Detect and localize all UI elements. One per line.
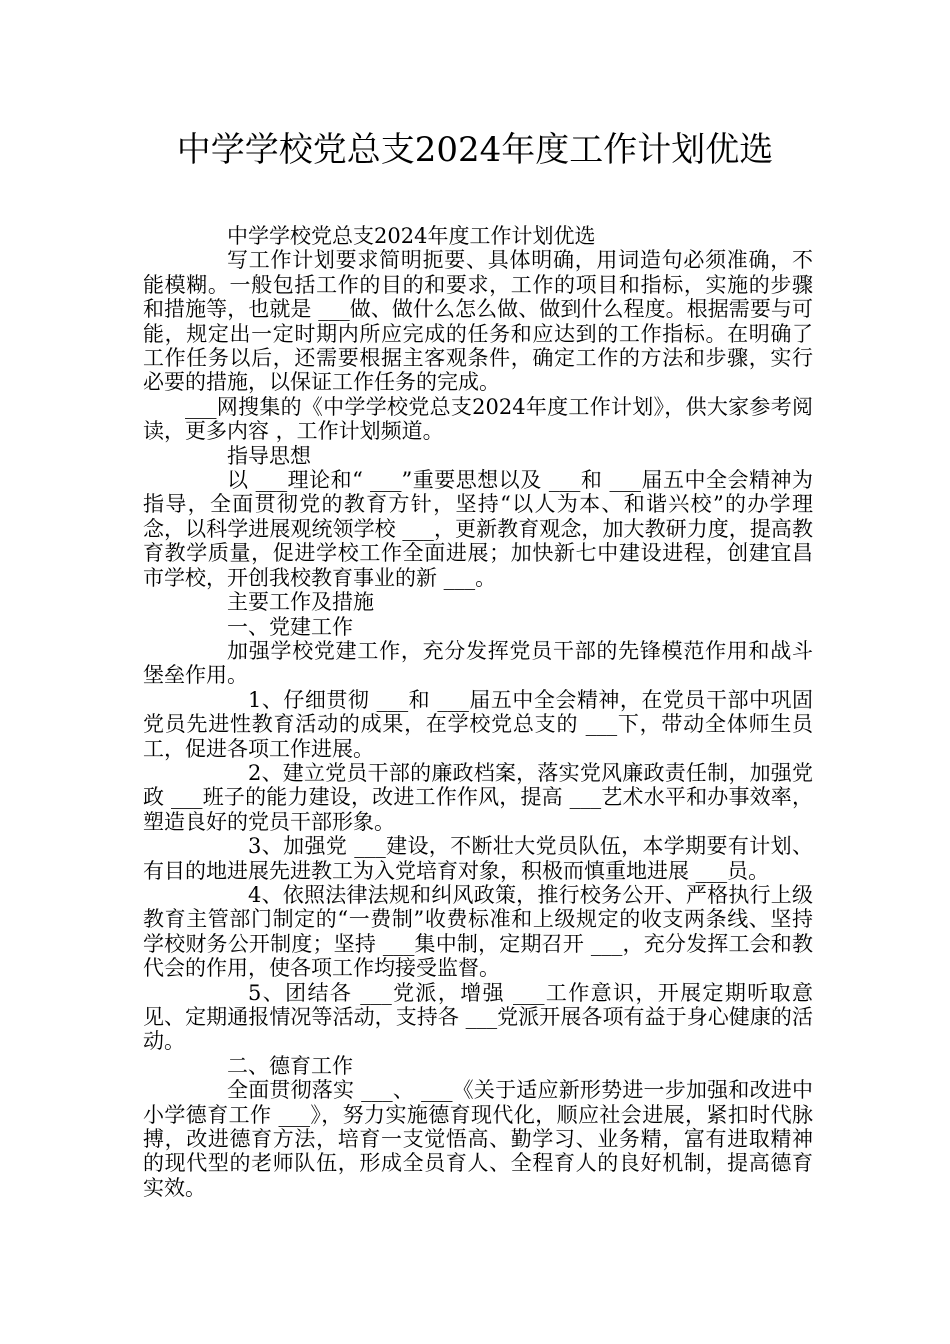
body-paragraph: 以 ___理论和“ ___”重要思想以及 ___和 ___届五中全会精神为指导，全面贯彻党的教育方针，坚持“以人为本、和谐兴校”的办学理念，以科学进展观统领学校 ___，更新教育观念，加大教研力度，提高教育教学质量，促进学校工作全面进展；加快新七中建设进程，创建宜昌市学校，开创我校教育事业的新 ___。	[143, 468, 813, 590]
section-heading: 一、党建工作	[227, 614, 353, 639]
numbered-item: 5、团结各 ___党派，增强 ___工作意识，开展定期听取意见、定期通报情况等活动，支持各 ___党派开展各项有益于身心健康的活动。	[143, 980, 813, 1054]
numbered-item: 1、仔细贯彻 ___和 ___届五中全会精神，在党员干部中巩固党员先进性教育活动的成果，在学校党总支的 ___下，带动全体师生员工，促进各项工作进展。	[143, 687, 813, 761]
document-body	[143, 224, 813, 1200]
document-title: 中学学校党总支2024年度工作计划优选	[176, 130, 774, 170]
body-paragraph: 全面贯彻落实 ___、 ___《关于适应新形势进一步加强和改进中小学德育工作 ___》，努力实施德育现代化，顺应社会进展，紧扣时代脉搏，改进德育方法，培育一支觉悟高、勤学习、业务精，富有进取精神的现代型的老师队伍，形成全员育人、全程育人的良好机制，提高德育实效。	[143, 1078, 813, 1200]
numbered-item: 3、加强党 ___建设，不断壮大党员队伍，本学期要有计划、有目的地进展先进教工为入党培育对象，积极而慎重地进展 ___员。	[143, 834, 813, 883]
document-subtitle: 中学学校党总支2024年度工作计划优选	[227, 224, 596, 248]
numbered-item: 4、依照法律法规和纠风政策，推行校务公开、严格执行上级教育主管部门制定的“一费制”收费标准和上级规定的收支两条线、坚持学校财务公开制度；坚持 ___集中制，定期召开 ___，充分发挥工会和教代会的作用，使各项工作均接受监督。	[143, 882, 813, 981]
section-heading: 主要工作及措施	[227, 590, 374, 615]
body-paragraph: 写工作计划要求简明扼要、具体明确，用词造句必须准确，不能模糊。一般包括工作的目的和要求，工作的项目和指标，实施的步骤和措施等，也就是 ___做、做什么怎么做、做到什么程度。根据需要与可能，规定出一定时期内所应完成的任务和应达到的工作指标。在明确了工作任务以后，还需要根据主客观条件，确定工作的方法和步骤，实行必要的措施，以保证工作任务的完成。	[143, 248, 813, 395]
section-heading: 指导思想	[227, 443, 311, 468]
body-paragraph: 加强学校党建工作，充分发挥党员干部的先锋模范作用和战斗堡垒作用。	[143, 638, 813, 688]
section-heading: 二、德育工作	[227, 1053, 353, 1078]
numbered-item: 2、建立党员干部的廉政档案，落实党风廉政责任制，加强党政 ___班子的能力建设，改进工作作风，提高 ___艺术水平和办事效率，塑造良好的党员干部形象。	[143, 760, 813, 834]
body-paragraph: ___网搜集的《中学学校党总支2024年度工作计划》，供大家参考阅读，更多内容 ，工作计划频道。	[143, 394, 813, 444]
